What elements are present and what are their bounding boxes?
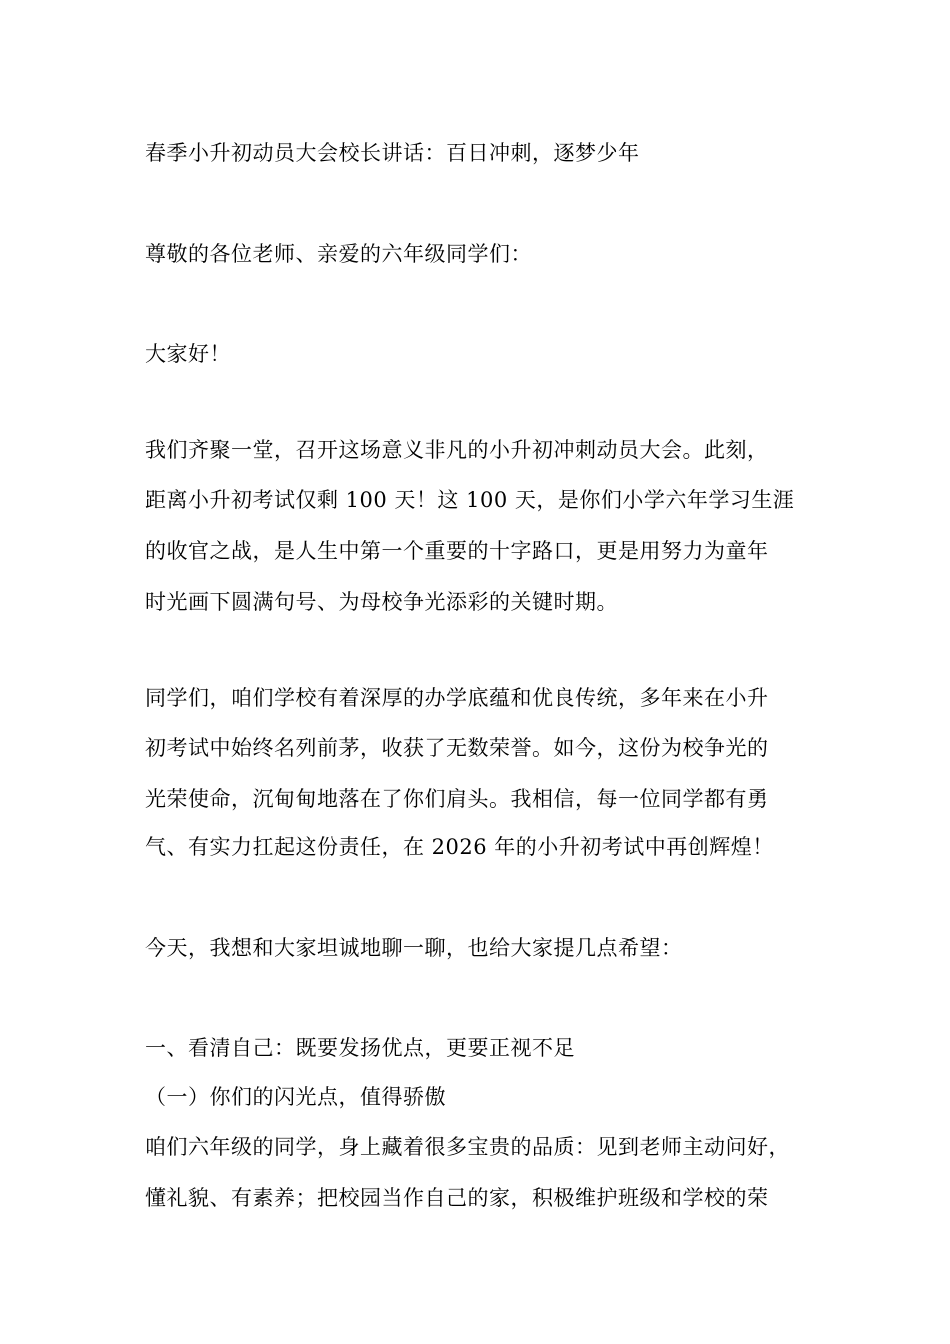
paragraph-line: 懂礼貌、有素养；把校园当作自己的家，积极维护班级和学校的荣 xyxy=(145,1186,769,1210)
paragraph-line: 光荣使命，沉甸甸地落在了你们肩头。我相信，每一位同学都有勇 xyxy=(145,787,769,811)
paragraph-line: 咱们六年级的同学，身上藏着很多宝贵的品质：见到老师主动问好， xyxy=(145,1135,790,1159)
paragraph-line: 的收官之战，是人生中第一个重要的十字路口，更是用努力为童年 xyxy=(145,539,769,563)
document-title: 春季小升初动员大会校长讲话：百日冲刺，逐梦少年 xyxy=(145,141,640,165)
paragraph-line: 同学们，咱们学校有着深厚的办学底蕴和优良传统，多年来在小升 xyxy=(145,686,769,710)
paragraph-line: 初考试中始终名列前茅，收获了无数荣誉。如今，这份为校争光的 xyxy=(145,736,769,760)
section-heading: 一、看清自己：既要发扬优点，更要正视不足 xyxy=(145,1036,575,1060)
paragraph-line: 气、有实力扛起这份责任，在 2026 年的小升初考试中再创辉煌！ xyxy=(145,835,774,859)
subsection-heading: （一）你们的闪光点，值得骄傲 xyxy=(145,1085,446,1109)
paragraph-line: 时光画下圆满句号、为母校争光添彩的关键时期。 xyxy=(145,590,618,614)
paragraph-line: 我们齐聚一堂，召开这场意义非凡的小升初冲刺动员大会。此刻， xyxy=(145,438,769,462)
salutation: 尊敬的各位老师、亲爱的六年级同学们： xyxy=(145,242,532,266)
paragraph-line: 距离小升初考试仅剩 100 天！这 100 天，是你们小学六年学习生涯 xyxy=(145,488,795,512)
paragraph-line: 今天，我想和大家坦诚地聊一聊，也给大家提几点希望： xyxy=(145,936,683,960)
greeting: 大家好！ xyxy=(145,342,231,366)
